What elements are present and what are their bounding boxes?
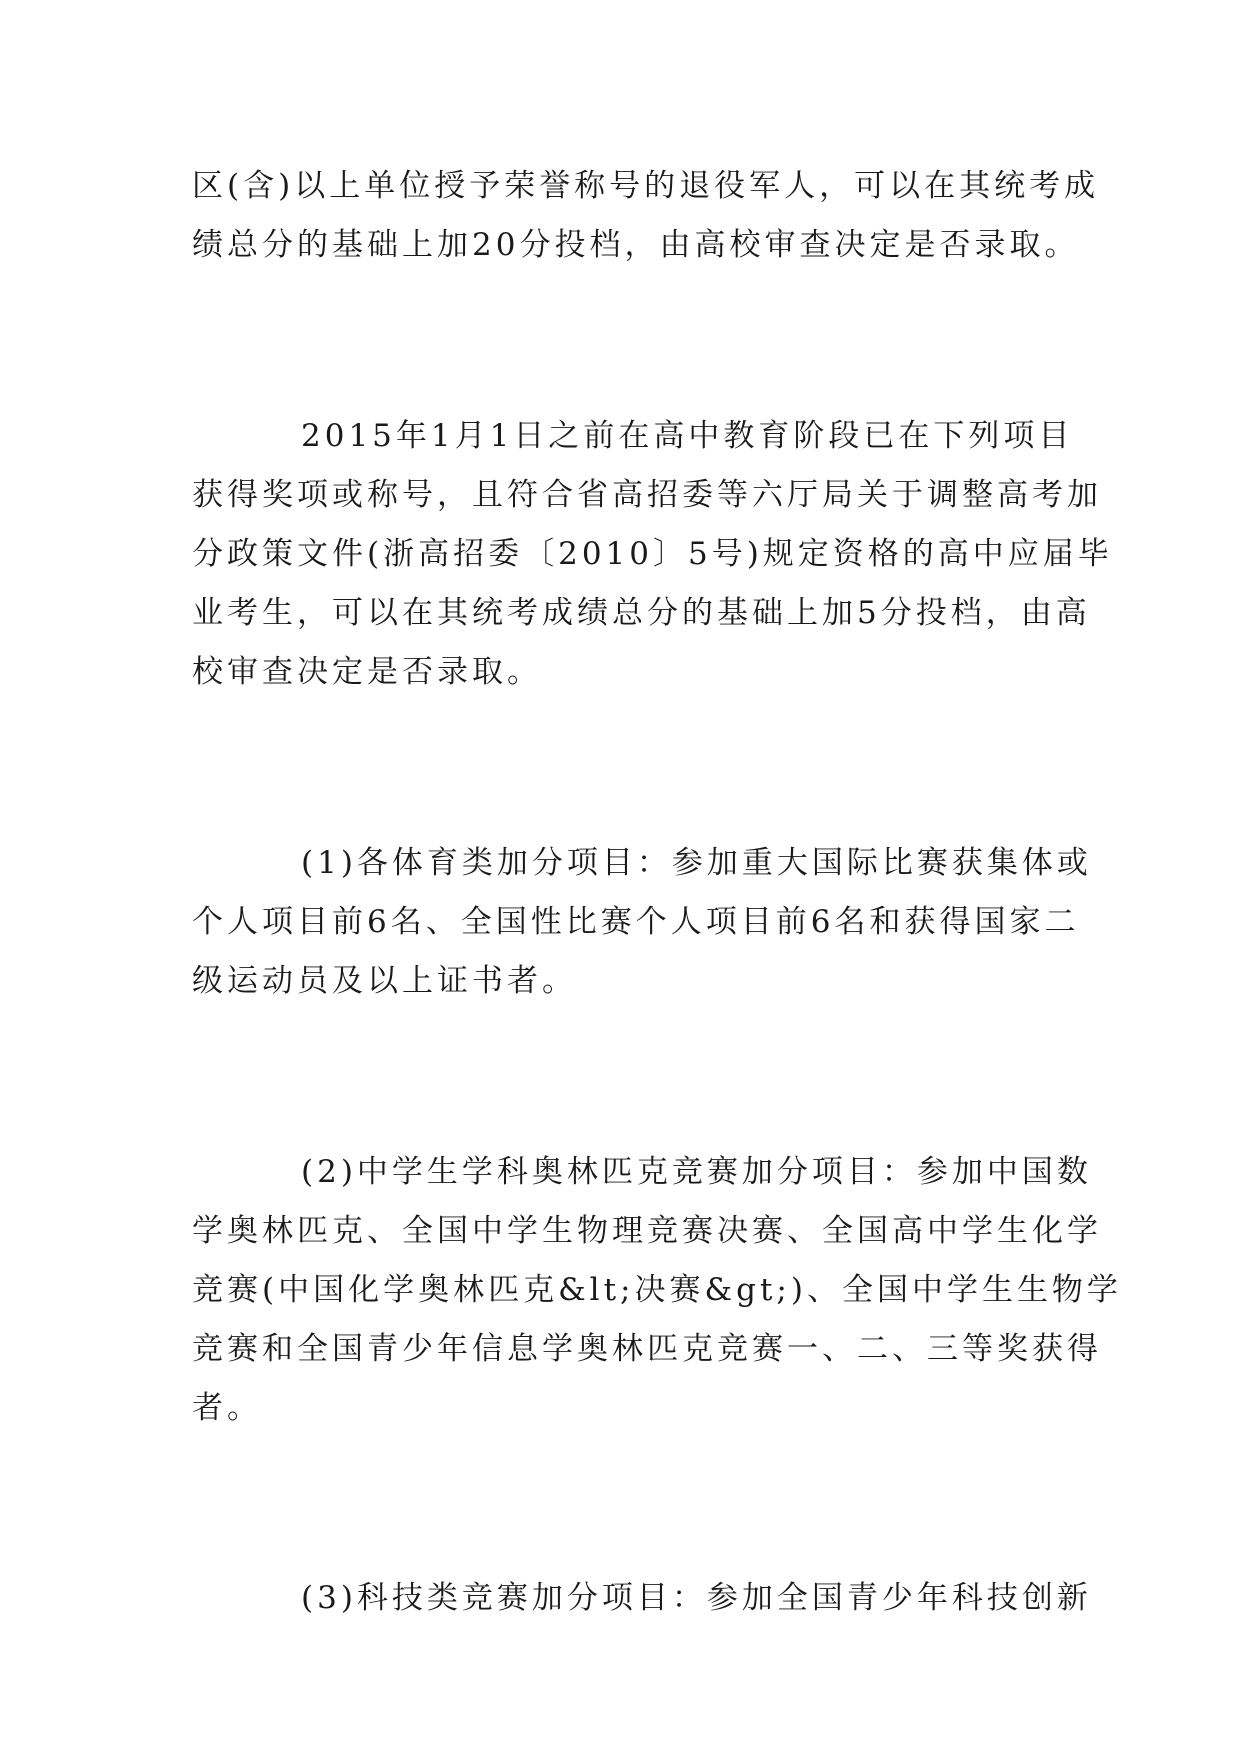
paragraph-line: 业考生，可以在其统考成绩总分的基础上加5分投档，由高 [192,595,1091,631]
paragraph-line: 级运动员及以上证书者。 [192,963,577,999]
paragraph-line: 竞赛(中国化学奥林匹克&lt;决赛&gt;)、全国中学生生物学 [192,1272,1122,1308]
paragraph-line: (3)科技类竞赛加分项目：参加全国青少年科技创新 [301,1580,1092,1616]
paragraph-line: 个人项目前6名、全国性比赛个人项目前6名和获得国家二 [192,904,1080,940]
paragraph-line: (1)各体育类加分项目：参加重大国际比赛获集体或 [301,845,1092,881]
paragraph-line: 者。 [192,1390,262,1426]
paragraph-line: 学奥林匹克、全国中学生物理竞赛决赛、全国高中学生化学 [192,1213,1102,1249]
paragraph-line: 校审查决定是否录取。 [192,654,542,690]
paragraph-line: 获得奖项或称号，且符合省高招委等六厅局关于调整高考加 [192,477,1102,513]
paragraph-line: 2015年1月1日之前在高中教育阶段已在下列项目 [301,418,1074,454]
paragraph-line: 分政策文件(浙高招委〔2010〕5号)规定资格的高中应届毕 [192,536,1113,572]
paragraph-line: (2)中学生学科奥林匹克竞赛加分项目：参加中国数 [301,1154,1092,1190]
paragraph-line: 竞赛和全国青少年信息学奥林匹克竞赛一、二、三等奖获得 [192,1331,1102,1367]
paragraph-line: 区(含)以上单位授予荣誉称号的退役军人，可以在其统考成 [192,168,1100,204]
paragraph-line: 绩总分的基础上加20分投档，由高校审查决定是否录取。 [192,227,1080,263]
